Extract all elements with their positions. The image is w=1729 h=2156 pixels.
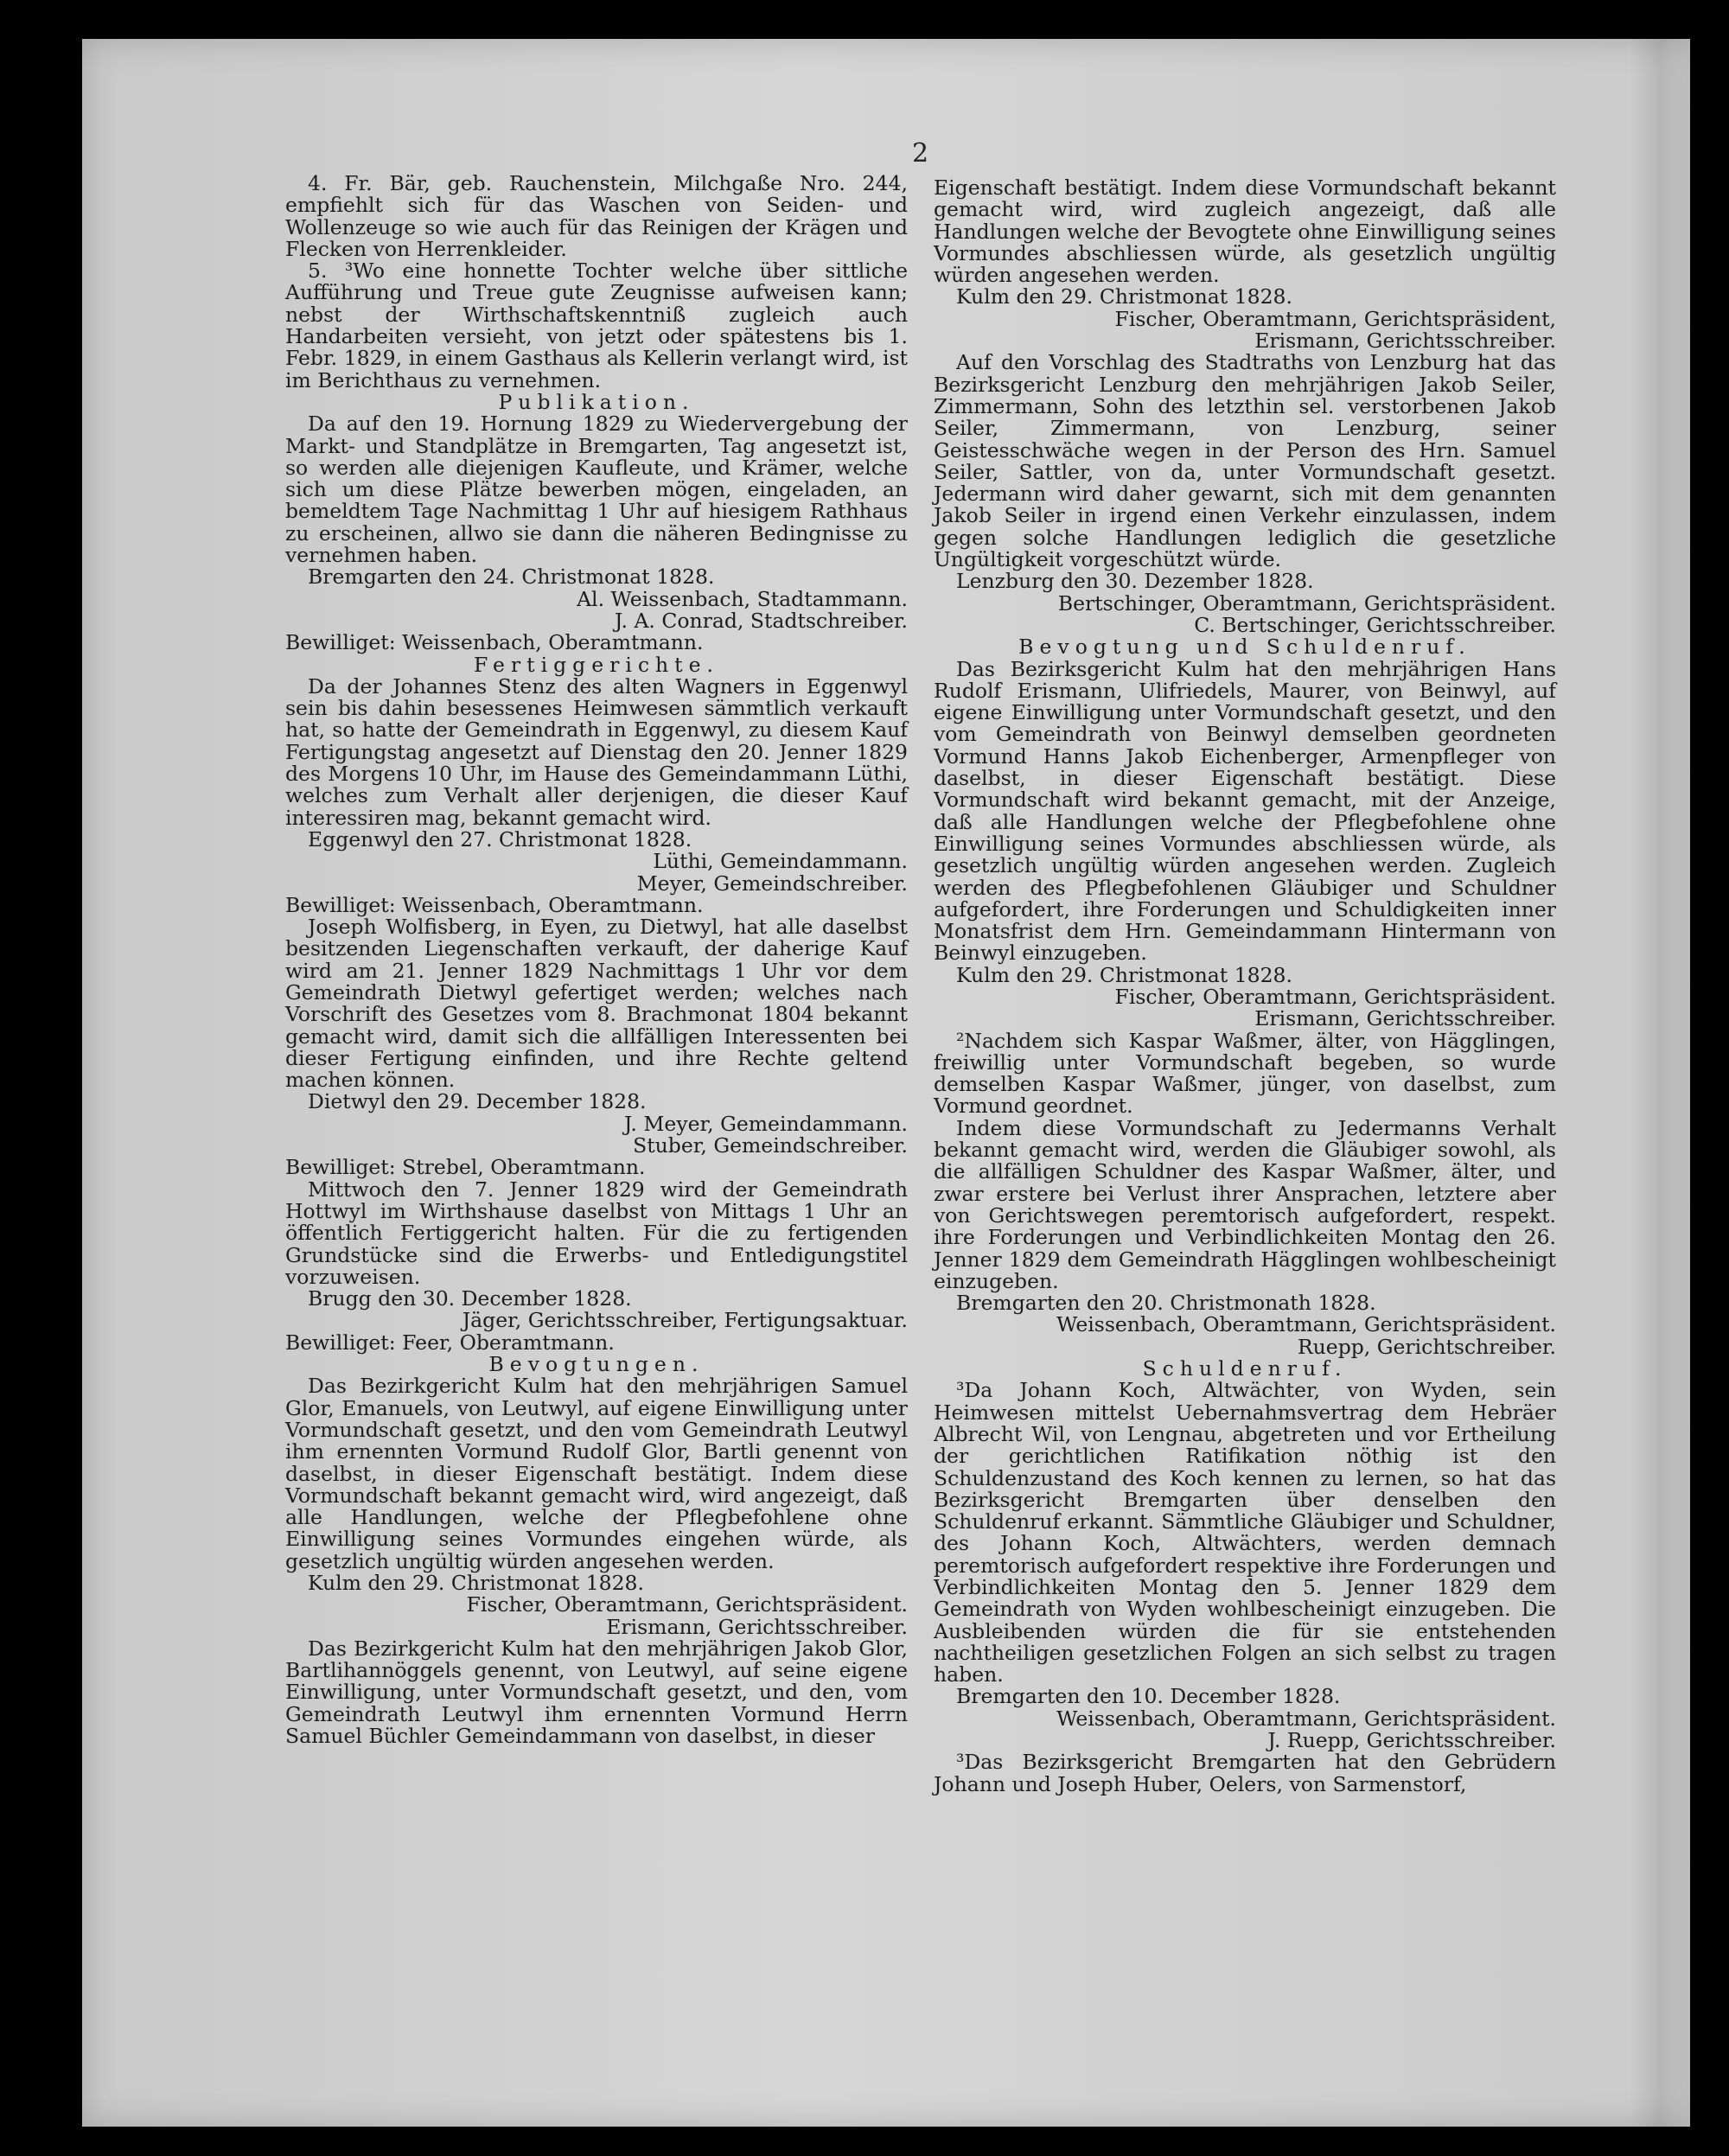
notice-paragraph: ³Das Bezirksgericht Bremgarten hat den Gebrüdern Johann und Joseph Huber, Oelers, von Sarmenstorf, <box>934 1750 1556 1796</box>
signature-line: J. Ruepp, Gerichtsschreiber. <box>1267 1728 1556 1753</box>
dateline: Kulm den 29. Christmonat 1828. <box>956 284 1292 309</box>
notice-paragraph: ²Nachdem sich Kaspar Waßmer, älter, von Hägglingen, freiwillig unter Vormundschaft begeben, so wurde demselben Kaspar Waßmer, jünger, von daselbst, zum Vormund geordnet. <box>934 1028 1556 1119</box>
signature-line: Fischer, Oberamtmann, Gerichtspräsident. <box>466 1592 908 1617</box>
signature-line: Fischer, Oberamtmann, Gerichtspräsident, <box>1114 306 1556 331</box>
signature-line: C. Bertschinger, Gerichtsschreiber. <box>1194 612 1556 637</box>
signature-line: Lüthi, Gemeindammann. <box>653 849 908 874</box>
signature-line: J. Meyer, Gemeindammann. <box>623 1111 908 1136</box>
dateline: Dietwyl den 29. December 1828. <box>308 1089 647 1114</box>
section-heading: Schuldenruf. <box>1142 1356 1348 1381</box>
notice-paragraph: 5. ³Wo eine honnette Tochter welche über sittliche Aufführung und Treue gute Zeugnisse aufweisen kann; nebst der Wirthschaftskenntniß zugleich auch Handarbeiten versieht, von jetzt oder spätestens bis 1. Febr. 1829, in einem Gasthaus als Kellerin verlangt wird, ist im Berichthaus zu vernehmen. <box>285 258 908 392</box>
signature-line: Stuber, Gemeindschreiber. <box>633 1133 908 1158</box>
notice-paragraph: Auf den Vorschlag des Stadtraths von Lenzburg hat das Bezirksgericht Lenzburg den mehrjährigen Jakob Seiler, Zimmermann, Sohn des letzthin sel. verstorbenen Jakob Seiler, Zimmermann, von Lenzburg, seiner Geistesschwäche wegen in der Person des Hrn. Samuel Seiler, Sattler, von da, unter Vormundschaft gesetzt. Jedermann wird daher gewarnt, sich mit dem genannten Jakob Seiler in irgend einen Verkehr einzulassen, indem gegen solche Handlungen lediglich die gesetzliche Ungültigkeit vorgeschützt würde. <box>934 350 1556 572</box>
signature-line: Meyer, Gemeindschreiber. <box>636 871 908 896</box>
notice-paragraph: Eigenschaft bestätigt. Indem diese Vormundschaft bekannt gemacht wird, wird zugleich angezeigt, daß alle Handlungen welche der Bevogtete ohne Einwilligung seines Vormundes abschliessen würde, als gesetzlich ungültig würden angesehen werden. <box>934 175 1556 288</box>
signature-line: Bertschinger, Oberamtmann, Gerichtspräsident. <box>1057 590 1556 616</box>
notice-paragraph: ³Da Johann Koch, Altwächter, von Wyden, sein Heimwesen mittelst Uebernahmsvertrag dem Hebräer Albrecht Wil, von Lengnau, abgetreten und vor Ertheilung der gerichtlichen Ratifikation nöthig ist den Schuldenzustand des Koch kennen zu lernen, so hat das Bezirksgericht Bremgarten über denselben den Schuldenruf erkannt. Sämmtliche Gläubiger und Schuldner, des Johann Koch, Altwächters, werden demnach peremtorisch aufgefordert respektive ihre Forderungen und Verbindlichkeiten Montag den 5. Jenner 1829 dem Gemeindrath von Wyden wohlbescheinigt einzugeben. Die Ausbleibenden würden die für sie entstehenden nachtheiligen gesetzlichen Folgen an sich selbst zu tragen haben. <box>934 1378 1556 1687</box>
notice-paragraph: Das Bezirkgericht Kulm hat den mehrjährigen Jakob Glor, Bartlihannöggels genennt, von Leutwyl, auf seine eigene Einwilligung, unter Vormundschaft gesetzt, und den, vom Gemeindrath Leutwyl ihm ernennten Vormund Herrn Samuel Büchler Gemeindammann von daselbst, in dieser <box>285 1636 908 1749</box>
section-heading: Bevogtungen. <box>488 1352 705 1377</box>
notice-paragraph: Joseph Wolfisberg, in Eyen, zu Dietwyl, hat alle daselbst besitzenden Liegenschaften verkauft, der daherige Kauf wird am 21. Jenner 1829 Nachmittags 1 Uhr vor dem Gemeindrath Dietwyl gefertiget werden; welches nach Vorschrift des Gesetzes vom 8. Brachmonat 1804 bekannt gemacht wird, damit sich die allfälligen Interessenten bei dieser Fertigung einfinden, und ihre Rechte geltend machen können. <box>285 915 908 1093</box>
notice-paragraph: Indem diese Vormundschaft zu Jedermanns Verhalt bekannt gemacht wird, werden die Gläubiger sowohl, als die allfälligen Schuldner des Kaspar Waßmer, älter, und zwar erstere bei Verlust ihrer Ansprachen, letztere aber von Gerichtswegen peremtorisch aufgefordert, respekt. ihre Forderungen und Verbindlichkeiten Montag den 26. Jenner 1829 dem Gemeindrath Hägglingen wohlbescheinigt einzugeben. <box>934 1115 1556 1293</box>
notice-paragraph: Das Bezirkgericht Kulm hat den mehrjährigen Samuel Glor, Emanuels, von Leutwyl, auf eigene Einwilligung unter Vormundschaft gesetzt, und den vom Gemeindrath Leutwyl ihm ernennten Vormund Rudolf Glor, Bartli genennt von daselbst, in dieser Eigenschaft bestätigt. Indem diese Vormundschaft bekannt gemacht wird, wird angezeigt, daß alle Handlungen, welche der Pflegbefohlene ohne Einwilligung seines Vormundes eingehen würde, als gesetzlich ungültig würden angesehen werden. <box>285 1374 908 1573</box>
signature-line: Weissenbach, Oberamtmann, Gerichtspräsident. <box>1056 1706 1556 1731</box>
dateline: Bremgarten den 10. December 1828. <box>956 1684 1341 1709</box>
signature-line: J. A. Conrad, Stadtschreiber. <box>614 608 908 633</box>
notice-paragraph: 4. Fr. Bär, geb. Rauchenstein, Milchgaße Nro. 244, empfiehlt sich für das Waschen von Seiden- und Wollenzeuge so wie auch für das Reinigen der Krägen und Flecken von Herrenkleider. <box>285 171 908 261</box>
signature-line: Ruepp, Gerichtschreiber. <box>1297 1334 1556 1359</box>
dateline: Bremgarten den 20. Christmonath 1828. <box>956 1291 1376 1316</box>
page-fold-shadow <box>1630 39 1690 2127</box>
dateline: Lenzburg den 30. Dezember 1828. <box>956 569 1314 594</box>
dateline: Eggenwyl den 27. Christmonat 1828. <box>308 826 692 852</box>
approval-line: Bewilliget: Weissenbach, Oberamtmann. <box>285 630 704 655</box>
notice-paragraph: Das Bezirksgericht Kulm hat den mehrjährigen Hans Rudolf Erismann, Ulifriedels, Maurer, von Beinwyl, auf eigene Einwilligung unter Vormundschaft gesetzt, und den vom Gemeindrath von Beinwyl demselben geordneten Vormund Hanns Jakob Eichenberger, Armenpfleger von daselbst, in dieser Eigenschaft bestätigt. Diese Vormundschaft wird bekannt gemacht, mit der Anzeige, daß alle Handlungen welche der Pflegbefohlene ohne Einwilligung seines Vormundes abschliessen würde, als gesetzlich ungültig würden angesehen werden. Zugleich werden des Pflegbefohlenen Gläubiger und Schuldner aufgefordert, ihre Forderungen und Schuldigkeiten inner Monatsfrist dem Hrn. Gemeindammann Hintermann von Beinwyl einzugeben. <box>934 656 1556 966</box>
dateline: Kulm den 29. Christmonat 1828. <box>956 962 1292 987</box>
notice-paragraph: Da auf den 19. Hornung 1829 zu Wiedervergebung der Markt- und Standplätze in Bremgarten, Tag angesetzt ist, so werden alle diejenigen Kaufleute, und Krämer, welche sich um diese Plätze bewerben mögen, eingeladen, an bemeldtem Tage Nachmittag 1 Uhr auf hiesigem Rathhaus zu erscheinen, allwo sie dann die näheren Bedingnisse zu vernehmen haben. <box>285 411 908 568</box>
signature-line: Erismann, Gerichtsschreiber. <box>1254 329 1556 354</box>
notice-paragraph: Mittwoch den 7. Jenner 1829 wird der Gemeindrath Hottwyl im Wirthshause daselbst von Mittags 1 Uhr an öffentlich Fertiggericht halten. Für die zu fertigenden Grundstücke sind die Erwerbs- und Entledigungstitel vorzuweisen. <box>285 1177 908 1289</box>
dateline: Kulm den 29. Christmonat 1828. <box>308 1571 644 1595</box>
approval-line: Bewilliget: Weissenbach, Oberamtmann. <box>285 892 704 917</box>
page-number: 2 <box>912 138 929 169</box>
signature-line: Fischer, Oberamtmann, Gerichtspräsident. <box>1114 984 1556 1009</box>
signature-line: Weissenbach, Oberamtmann, Gerichtspräsident. <box>1056 1312 1556 1337</box>
section-heading: Bevogtung und Schuldenruf. <box>1018 635 1471 660</box>
section-heading: Publikation. <box>498 389 695 414</box>
dateline: Bremgarten den 24. Christmonat 1828. <box>308 565 715 590</box>
signature-line: Erismann, Gerichtsschreiber. <box>606 1614 908 1639</box>
section-heading: Fertiggerichte. <box>474 652 719 677</box>
notice-paragraph: Da der Johannes Stenz des alten Wagners in Eggenwyl sein bis dahin besessenes Heimwesen sämmtlich verkauft hat, so hatte der Gemeindrath in Eggenwyl, zu diesem Kauf Fertigungstag angesetzt auf Dienstag den 20. Jenner 1829 des Morgens 10 Uhr, im Hause des Gemeindammann Lüthi, welches zum Verhalt aller derjenigen, die dieser Kauf interessiren mag, bekannt gemacht wird. <box>285 673 908 830</box>
approval-line: Bewilliget: Strebel, Oberamtmann. <box>285 1155 646 1180</box>
signature-line: Erismann, Gerichtsschreiber. <box>1254 1006 1556 1031</box>
approval-line: Bewilliget: Feer, Oberamtmann. <box>285 1330 615 1355</box>
signature-line: Al. Weissenbach, Stadtammann. <box>577 586 908 611</box>
right-column <box>934 177 1556 1796</box>
signature-line: Jäger, Gerichtsschreiber, Fertigungsaktuar. <box>462 1308 908 1333</box>
left-column <box>285 173 908 1747</box>
dateline: Brugg den 30. December 1828. <box>308 1286 632 1311</box>
